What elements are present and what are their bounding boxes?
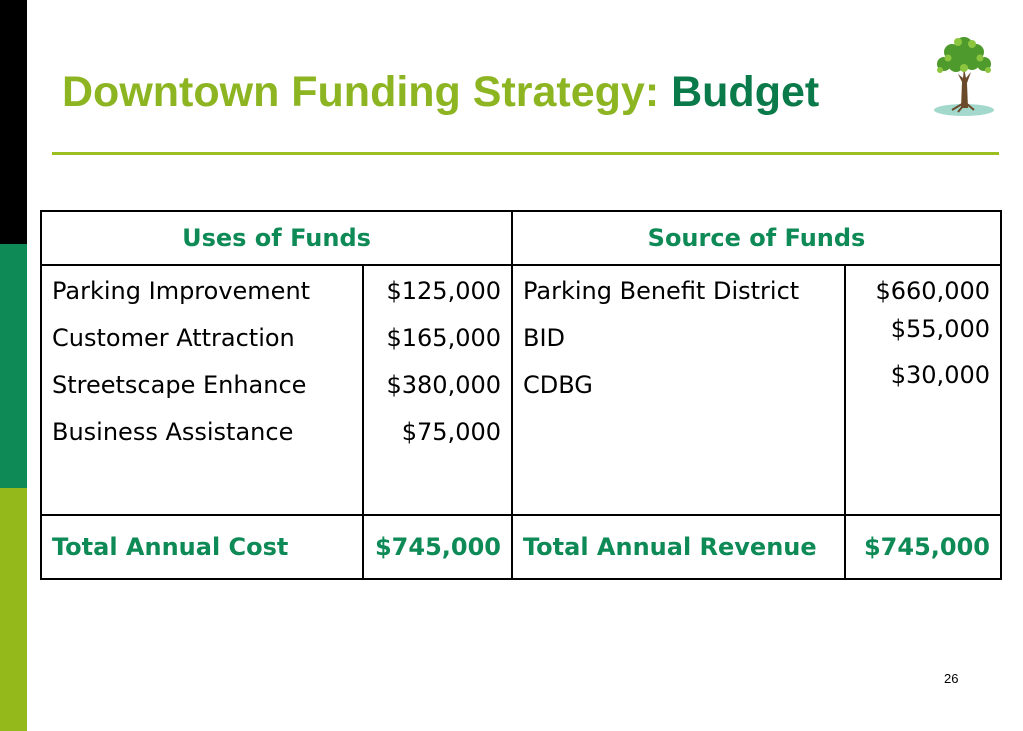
source-label: Parking Benefit District (523, 277, 800, 305)
total-cost-amount: $745,000 (363, 515, 512, 579)
source-of-funds-header: Source of Funds (512, 211, 1001, 265)
source-label: CDBG (523, 371, 593, 399)
use-label: Streetscape Enhance (52, 371, 307, 399)
uses-labels-cell (41, 265, 363, 515)
source-label: BID (523, 324, 566, 352)
uses-of-funds-header: Uses of Funds (41, 211, 512, 265)
use-amount: $165,000 (386, 324, 501, 352)
table-header-row (41, 211, 1001, 265)
uses-amounts-cell (363, 265, 512, 515)
title-divider (52, 152, 999, 155)
sidebar-stripe-black (0, 0, 27, 244)
table-row (41, 265, 1001, 515)
use-amount: $75,000 (401, 418, 501, 446)
use-amount: $125,000 (386, 277, 501, 305)
use-label: Parking Improvement (52, 277, 311, 305)
source-amount: $55,000 (890, 315, 990, 343)
sources-amounts-cell (845, 265, 1001, 515)
total-revenue-label: Total Annual Revenue (512, 515, 845, 579)
use-amount: $380,000 (386, 371, 501, 399)
total-revenue-amount: $745,000 (845, 515, 1001, 579)
use-label: Customer Attraction (52, 324, 295, 352)
budget-table (40, 210, 1002, 580)
slide-title-main: Downtown Funding Strategy: (62, 68, 672, 116)
sources-labels-cell (512, 265, 845, 515)
source-amount: $660,000 (875, 277, 990, 305)
page-number: 26 (944, 671, 959, 686)
slide-title (62, 66, 819, 118)
sidebar-stripe-lime (0, 488, 27, 731)
tree-icon (928, 30, 1000, 118)
sidebar-stripe-green (0, 244, 27, 488)
totals-row (41, 515, 1001, 579)
slide-title-accent: Budget (671, 68, 820, 116)
total-cost-label: Total Annual Cost (41, 515, 363, 579)
source-amount: $30,000 (890, 361, 990, 389)
use-label: Business Assistance (52, 418, 294, 446)
